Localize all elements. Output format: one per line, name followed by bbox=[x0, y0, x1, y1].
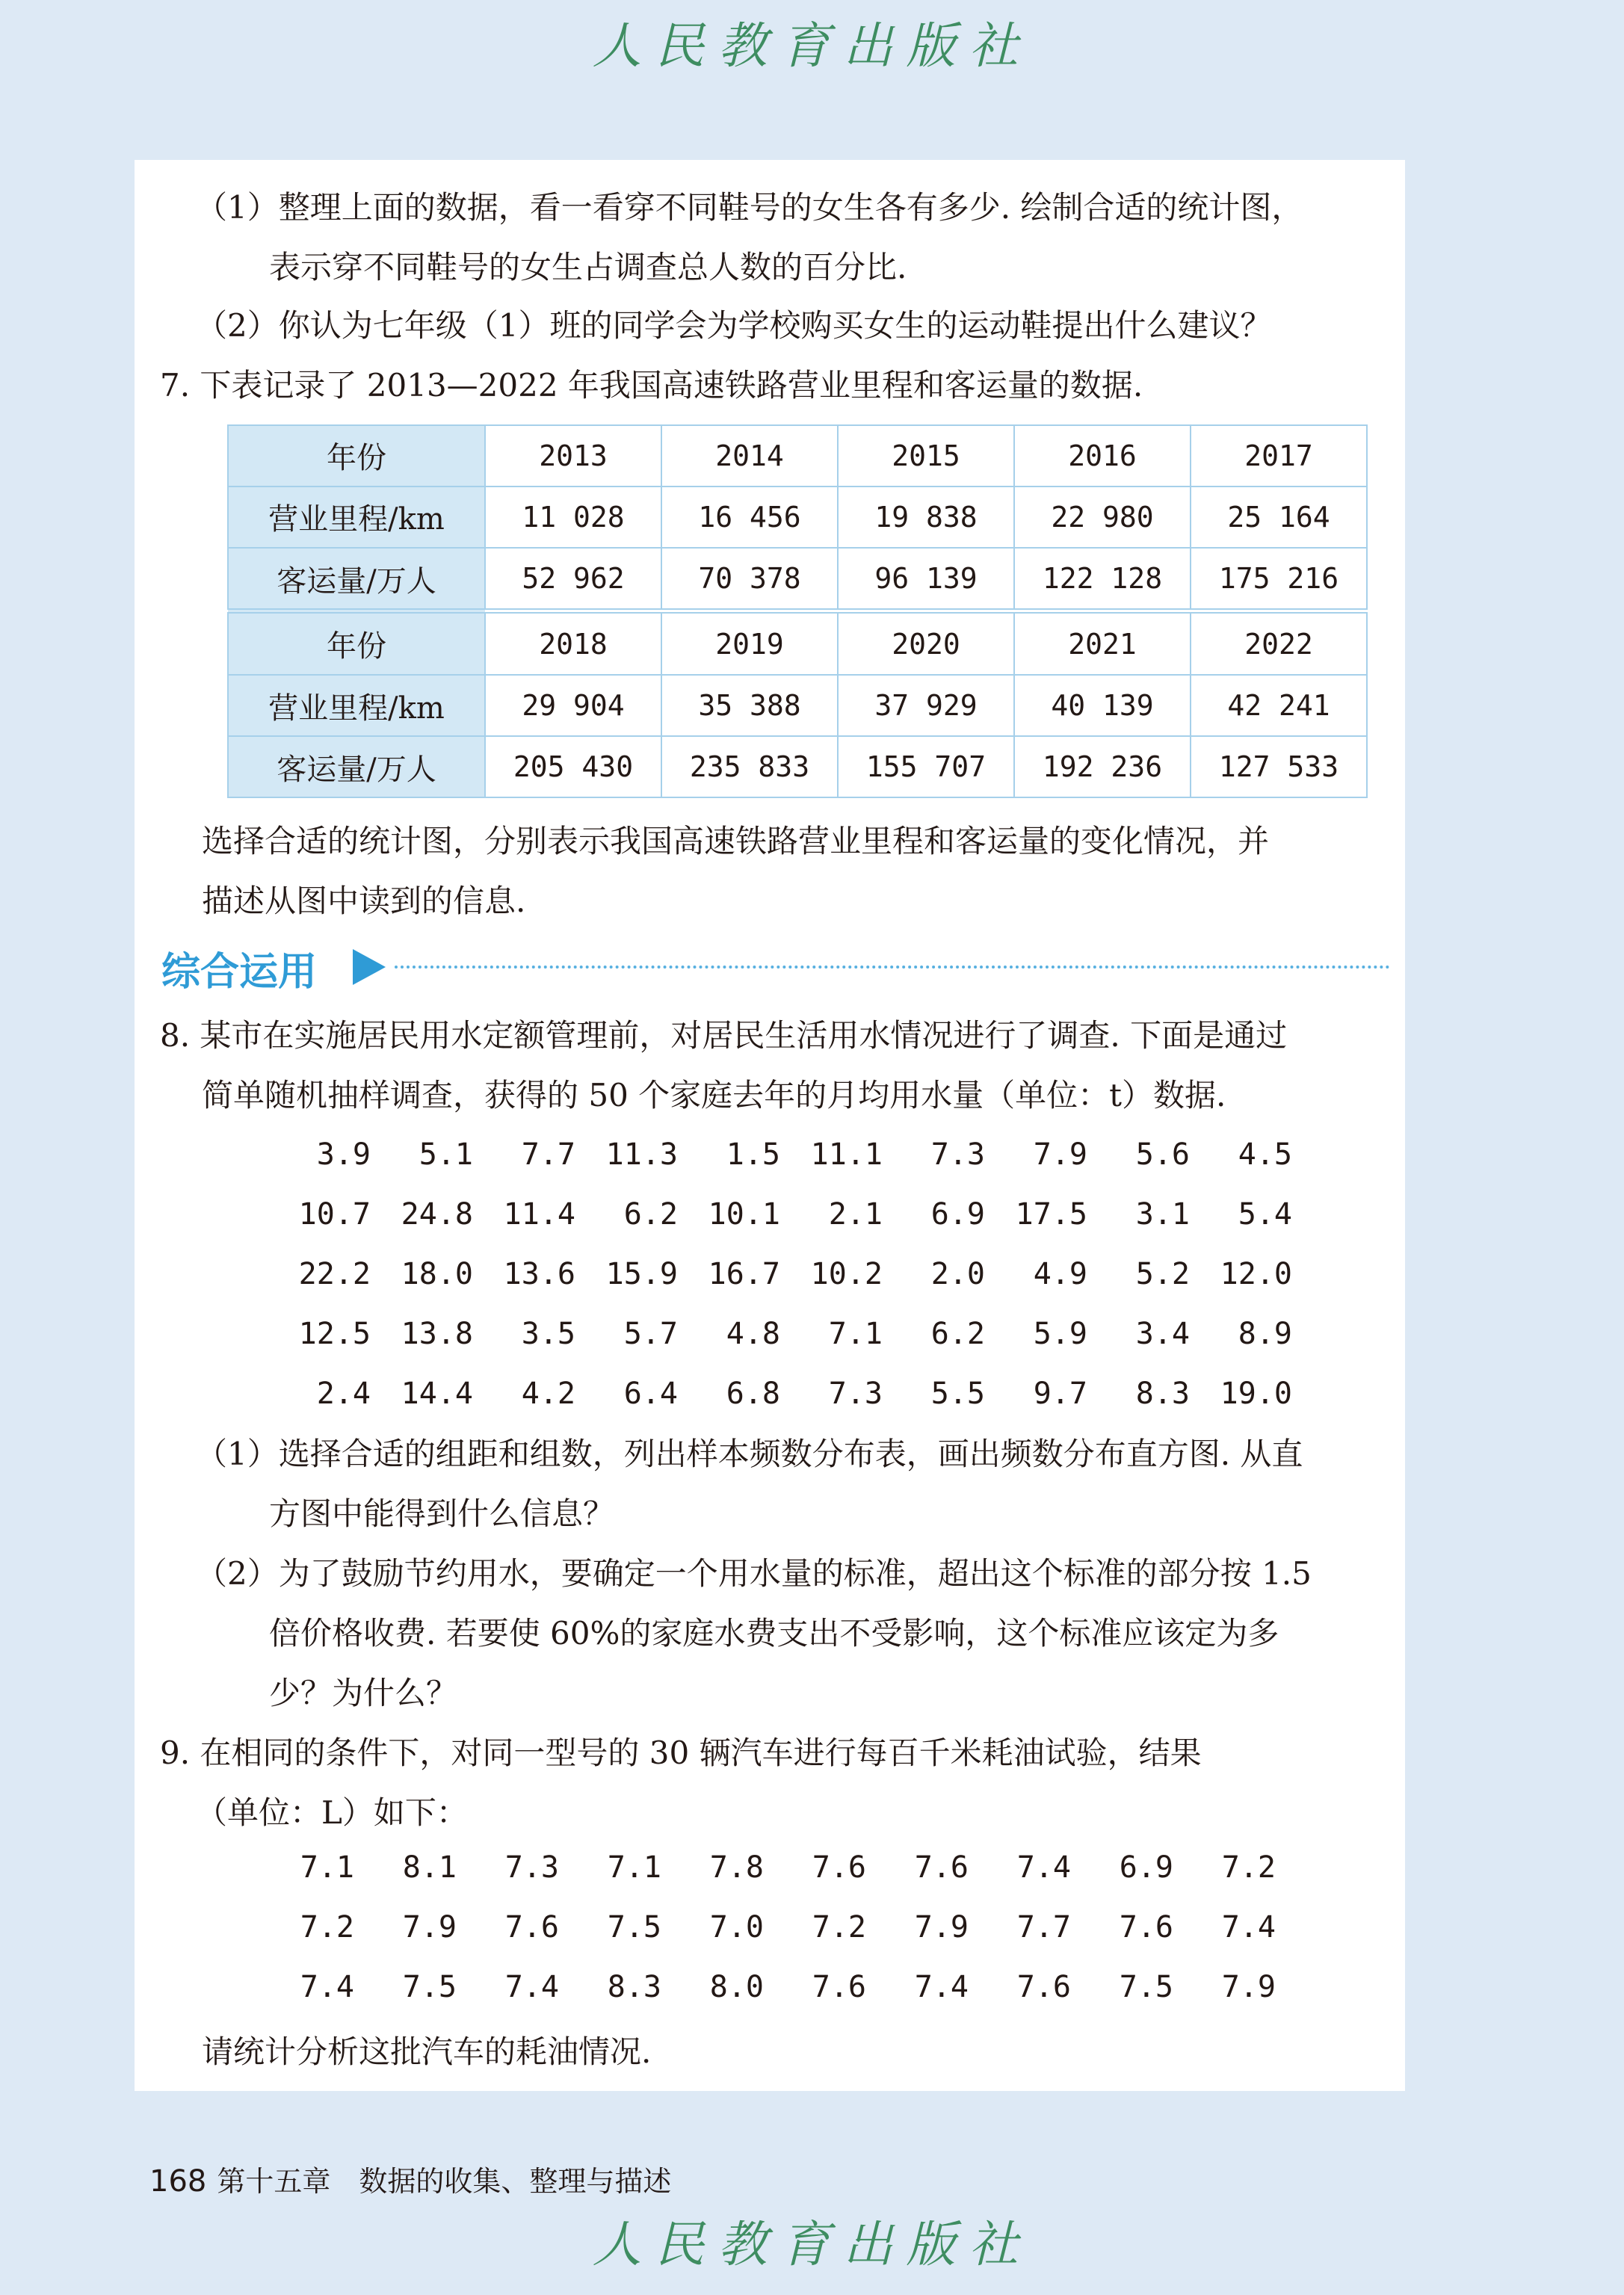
q6-sub1-line2: 表示穿不同鞋号的女生占调查总人数的百分比. bbox=[269, 249, 907, 285]
data-value: 6.2 bbox=[623, 1197, 678, 1232]
data-value: 4.9 bbox=[1033, 1257, 1087, 1291]
table-row bbox=[228, 675, 1367, 736]
q8-stem-line1: 8. 某市在实施居民用水定额管理前，对居民生活用水情况进行了调查. 下面是通过 bbox=[160, 1017, 1288, 1054]
table-cell: 40 139 bbox=[1014, 675, 1191, 736]
table-cell: 175 216 bbox=[1191, 548, 1367, 611]
table-cell: 2013 bbox=[485, 425, 661, 487]
table-cell: 29 904 bbox=[485, 675, 661, 736]
q7-stem: 7. 下表记录了 2013—2022 年我国高速铁路营业里程和客运量的数据. bbox=[160, 367, 1143, 404]
data-value: 8.9 bbox=[1238, 1317, 1292, 1351]
data-value: 2.1 bbox=[828, 1197, 883, 1232]
data-value: 7.6 bbox=[1016, 1970, 1071, 2004]
table-cell: 2019 bbox=[661, 611, 838, 675]
data-value: 7.6 bbox=[914, 1850, 969, 1885]
table-cell: 22 980 bbox=[1014, 487, 1191, 548]
table-row-header: 客运量/万人 bbox=[228, 736, 485, 797]
data-value: 7.4 bbox=[1016, 1850, 1071, 1885]
data-value: 7.6 bbox=[1119, 1910, 1173, 1945]
table-cell: 2022 bbox=[1191, 611, 1367, 675]
data-value: 4.5 bbox=[1238, 1137, 1292, 1172]
publisher-logo-top: 人民教育出版社 bbox=[592, 17, 1032, 75]
table-row-header: 营业里程/km bbox=[228, 487, 485, 548]
table-cell: 122 128 bbox=[1014, 548, 1191, 611]
data-value: 2.0 bbox=[930, 1257, 985, 1291]
data-value: 7.7 bbox=[1016, 1910, 1071, 1945]
data-value: 5.2 bbox=[1135, 1257, 1190, 1291]
data-value: 7.0 bbox=[709, 1910, 764, 1945]
data-value: 7.2 bbox=[300, 1910, 354, 1945]
railway-data-table bbox=[227, 424, 1368, 798]
data-value: 3.5 bbox=[521, 1317, 575, 1351]
table-row bbox=[228, 487, 1367, 548]
data-value: 7.3 bbox=[504, 1850, 559, 1885]
data-value: 11.1 bbox=[810, 1137, 883, 1172]
data-value: 7.2 bbox=[812, 1910, 866, 1945]
q8-sub1-line1: （1）选择合适的组距和组数，列出样本频数分布表，画出频数分布直方图. 从直 bbox=[196, 1436, 1303, 1472]
table-row-header: 年份 bbox=[228, 425, 485, 487]
data-value: 7.5 bbox=[1119, 1970, 1173, 2004]
data-value: 6.2 bbox=[930, 1317, 985, 1351]
data-value: 8.0 bbox=[709, 1970, 764, 2004]
table-cell: 37 929 bbox=[838, 675, 1014, 736]
q9-stem-line2: （单位：L）如下： bbox=[196, 1794, 468, 1831]
data-value: 7.1 bbox=[828, 1317, 883, 1351]
table-row-header: 年份 bbox=[228, 611, 485, 675]
data-value: 6.9 bbox=[1119, 1850, 1173, 1885]
page-number: 168 bbox=[149, 2164, 207, 2199]
data-value: 7.9 bbox=[402, 1910, 457, 1945]
q6-sub2: （2）你认为七年级（1）班的同学会为学校购买女生的运动鞋提出什么建议？ bbox=[196, 307, 1272, 344]
data-value: 8.1 bbox=[402, 1850, 457, 1885]
data-value: 8.3 bbox=[1135, 1377, 1190, 1411]
table-cell: 155 707 bbox=[838, 736, 1014, 797]
table-cell: 35 388 bbox=[661, 675, 838, 736]
data-value: 7.4 bbox=[914, 1970, 969, 2004]
data-value: 13.8 bbox=[401, 1317, 473, 1351]
table-cell: 235 833 bbox=[661, 736, 838, 797]
section-dotted-rule bbox=[395, 966, 1390, 969]
data-value: 7.4 bbox=[1221, 1910, 1276, 1945]
data-value: 7.9 bbox=[1221, 1970, 1276, 2004]
data-value: 1.5 bbox=[726, 1137, 780, 1172]
table-cell: 25 164 bbox=[1191, 487, 1367, 548]
data-value: 6.4 bbox=[623, 1377, 678, 1411]
table-row bbox=[228, 736, 1367, 797]
data-value: 6.9 bbox=[930, 1197, 985, 1232]
data-value: 11.3 bbox=[605, 1137, 678, 1172]
data-value: 7.9 bbox=[1033, 1137, 1087, 1172]
table-cell: 96 139 bbox=[838, 548, 1014, 611]
chapter-title: 第十五章 数据的收集、整理与描述 bbox=[217, 2165, 672, 2198]
q8-sub2-line3: 少？为什么？ bbox=[269, 1675, 458, 1711]
data-value: 6.8 bbox=[726, 1377, 780, 1411]
table-cell: 52 962 bbox=[485, 548, 661, 611]
data-value: 5.7 bbox=[623, 1317, 678, 1351]
table-row bbox=[228, 548, 1367, 611]
data-value: 7.4 bbox=[504, 1970, 559, 2004]
data-value: 7.3 bbox=[828, 1377, 883, 1411]
data-value: 24.8 bbox=[401, 1197, 473, 1232]
table-cell: 11 028 bbox=[485, 487, 661, 548]
q9-stem-line1: 9. 在相同的条件下，对同一型号的 30 辆汽车进行每百千米耗油试验，结果 bbox=[160, 1735, 1202, 1771]
data-value: 5.9 bbox=[1033, 1317, 1087, 1351]
data-value: 5.6 bbox=[1135, 1137, 1190, 1172]
q8-sub2-line1: （2）为了鼓励节约用水，要确定一个用水量的标准，超出这个标准的部分按 1.5 bbox=[196, 1555, 1312, 1592]
data-value: 4.8 bbox=[726, 1317, 780, 1351]
table-row-header: 客运量/万人 bbox=[228, 548, 485, 611]
data-value: 5.1 bbox=[419, 1137, 473, 1172]
data-value: 7.1 bbox=[607, 1850, 661, 1885]
data-value: 3.9 bbox=[316, 1137, 371, 1172]
data-value: 2.4 bbox=[316, 1377, 371, 1411]
data-value: 3.4 bbox=[1135, 1317, 1190, 1351]
page-footer bbox=[149, 2158, 671, 2199]
data-value: 12.0 bbox=[1220, 1257, 1292, 1291]
publisher-logo-bottom: 人民教育出版社 bbox=[592, 2216, 1032, 2273]
table-cell: 2014 bbox=[661, 425, 838, 487]
data-value: 10.7 bbox=[298, 1197, 371, 1232]
data-value: 15.9 bbox=[605, 1257, 678, 1291]
data-value: 7.8 bbox=[709, 1850, 764, 1885]
table-row-header: 营业里程/km bbox=[228, 675, 485, 736]
data-value: 4.2 bbox=[521, 1377, 575, 1411]
q8-stem-line2: 简单随机抽样调查，获得的 50 个家庭去年的月均用水量（单位：t）数据. bbox=[202, 1077, 1226, 1113]
table-cell: 2021 bbox=[1014, 611, 1191, 675]
table-row bbox=[228, 611, 1367, 675]
data-value: 7.6 bbox=[504, 1910, 559, 1945]
data-value: 7.6 bbox=[812, 1970, 866, 2004]
data-value: 7.9 bbox=[914, 1910, 969, 1945]
data-value: 18.0 bbox=[401, 1257, 473, 1291]
table-cell: 2020 bbox=[838, 611, 1014, 675]
data-value: 7.4 bbox=[300, 1970, 354, 2004]
data-value: 19.0 bbox=[1220, 1377, 1292, 1411]
q6-sub1-line1: （1）整理上面的数据，看一看穿不同鞋号的女生各有多少. 绘制合适的统计图， bbox=[196, 189, 1303, 226]
table-cell: 2017 bbox=[1191, 425, 1367, 487]
data-value: 7.3 bbox=[930, 1137, 985, 1172]
table-cell: 19 838 bbox=[838, 487, 1014, 548]
table-cell: 192 236 bbox=[1014, 736, 1191, 797]
data-value: 8.3 bbox=[607, 1970, 661, 2004]
section-title: 综合运用 bbox=[161, 950, 318, 995]
data-value: 7.5 bbox=[402, 1970, 457, 2004]
q8-sub1-line2: 方图中能得到什么信息？ bbox=[269, 1495, 615, 1532]
q7-after-line1: 选择合适的统计图，分别表示我国高速铁路营业里程和客运量的变化情况，并 bbox=[202, 823, 1270, 859]
data-value: 10.2 bbox=[810, 1257, 883, 1291]
data-value: 10.1 bbox=[708, 1197, 780, 1232]
q9-closing: 请统计分析这批汽车的耗油情况. bbox=[202, 2033, 652, 2070]
table-cell: 2015 bbox=[838, 425, 1014, 487]
table-cell: 2018 bbox=[485, 611, 661, 675]
table-cell: 127 533 bbox=[1191, 736, 1367, 797]
data-value: 11.4 bbox=[503, 1197, 575, 1232]
data-value: 5.4 bbox=[1238, 1197, 1292, 1232]
data-value: 13.6 bbox=[503, 1257, 575, 1291]
q8-sub2-line2: 倍价格收费. 若要使 60%的家庭水费支出不受影响，这个标准应该定为多 bbox=[269, 1615, 1279, 1652]
data-value: 22.2 bbox=[298, 1257, 371, 1291]
section-arrow-icon bbox=[353, 949, 386, 985]
data-value: 9.7 bbox=[1033, 1377, 1087, 1411]
table-cell: 205 430 bbox=[485, 736, 661, 797]
table-cell: 2016 bbox=[1014, 425, 1191, 487]
data-value: 17.5 bbox=[1015, 1197, 1087, 1232]
data-value: 3.1 bbox=[1135, 1197, 1190, 1232]
data-value: 12.5 bbox=[298, 1317, 371, 1351]
data-value: 14.4 bbox=[401, 1377, 473, 1411]
data-value: 7.7 bbox=[521, 1137, 575, 1172]
q7-after-line2: 描述从图中读到的信息. bbox=[202, 883, 526, 919]
table-cell: 42 241 bbox=[1191, 675, 1367, 736]
data-value: 7.5 bbox=[607, 1910, 661, 1945]
table-cell: 70 378 bbox=[661, 548, 838, 611]
data-value: 7.2 bbox=[1221, 1850, 1276, 1885]
data-value: 7.6 bbox=[812, 1850, 866, 1885]
data-value: 7.1 bbox=[300, 1850, 354, 1885]
data-value: 16.7 bbox=[708, 1257, 780, 1291]
table-cell: 16 456 bbox=[661, 487, 838, 548]
data-value: 5.5 bbox=[930, 1377, 985, 1411]
table-row bbox=[228, 425, 1367, 487]
